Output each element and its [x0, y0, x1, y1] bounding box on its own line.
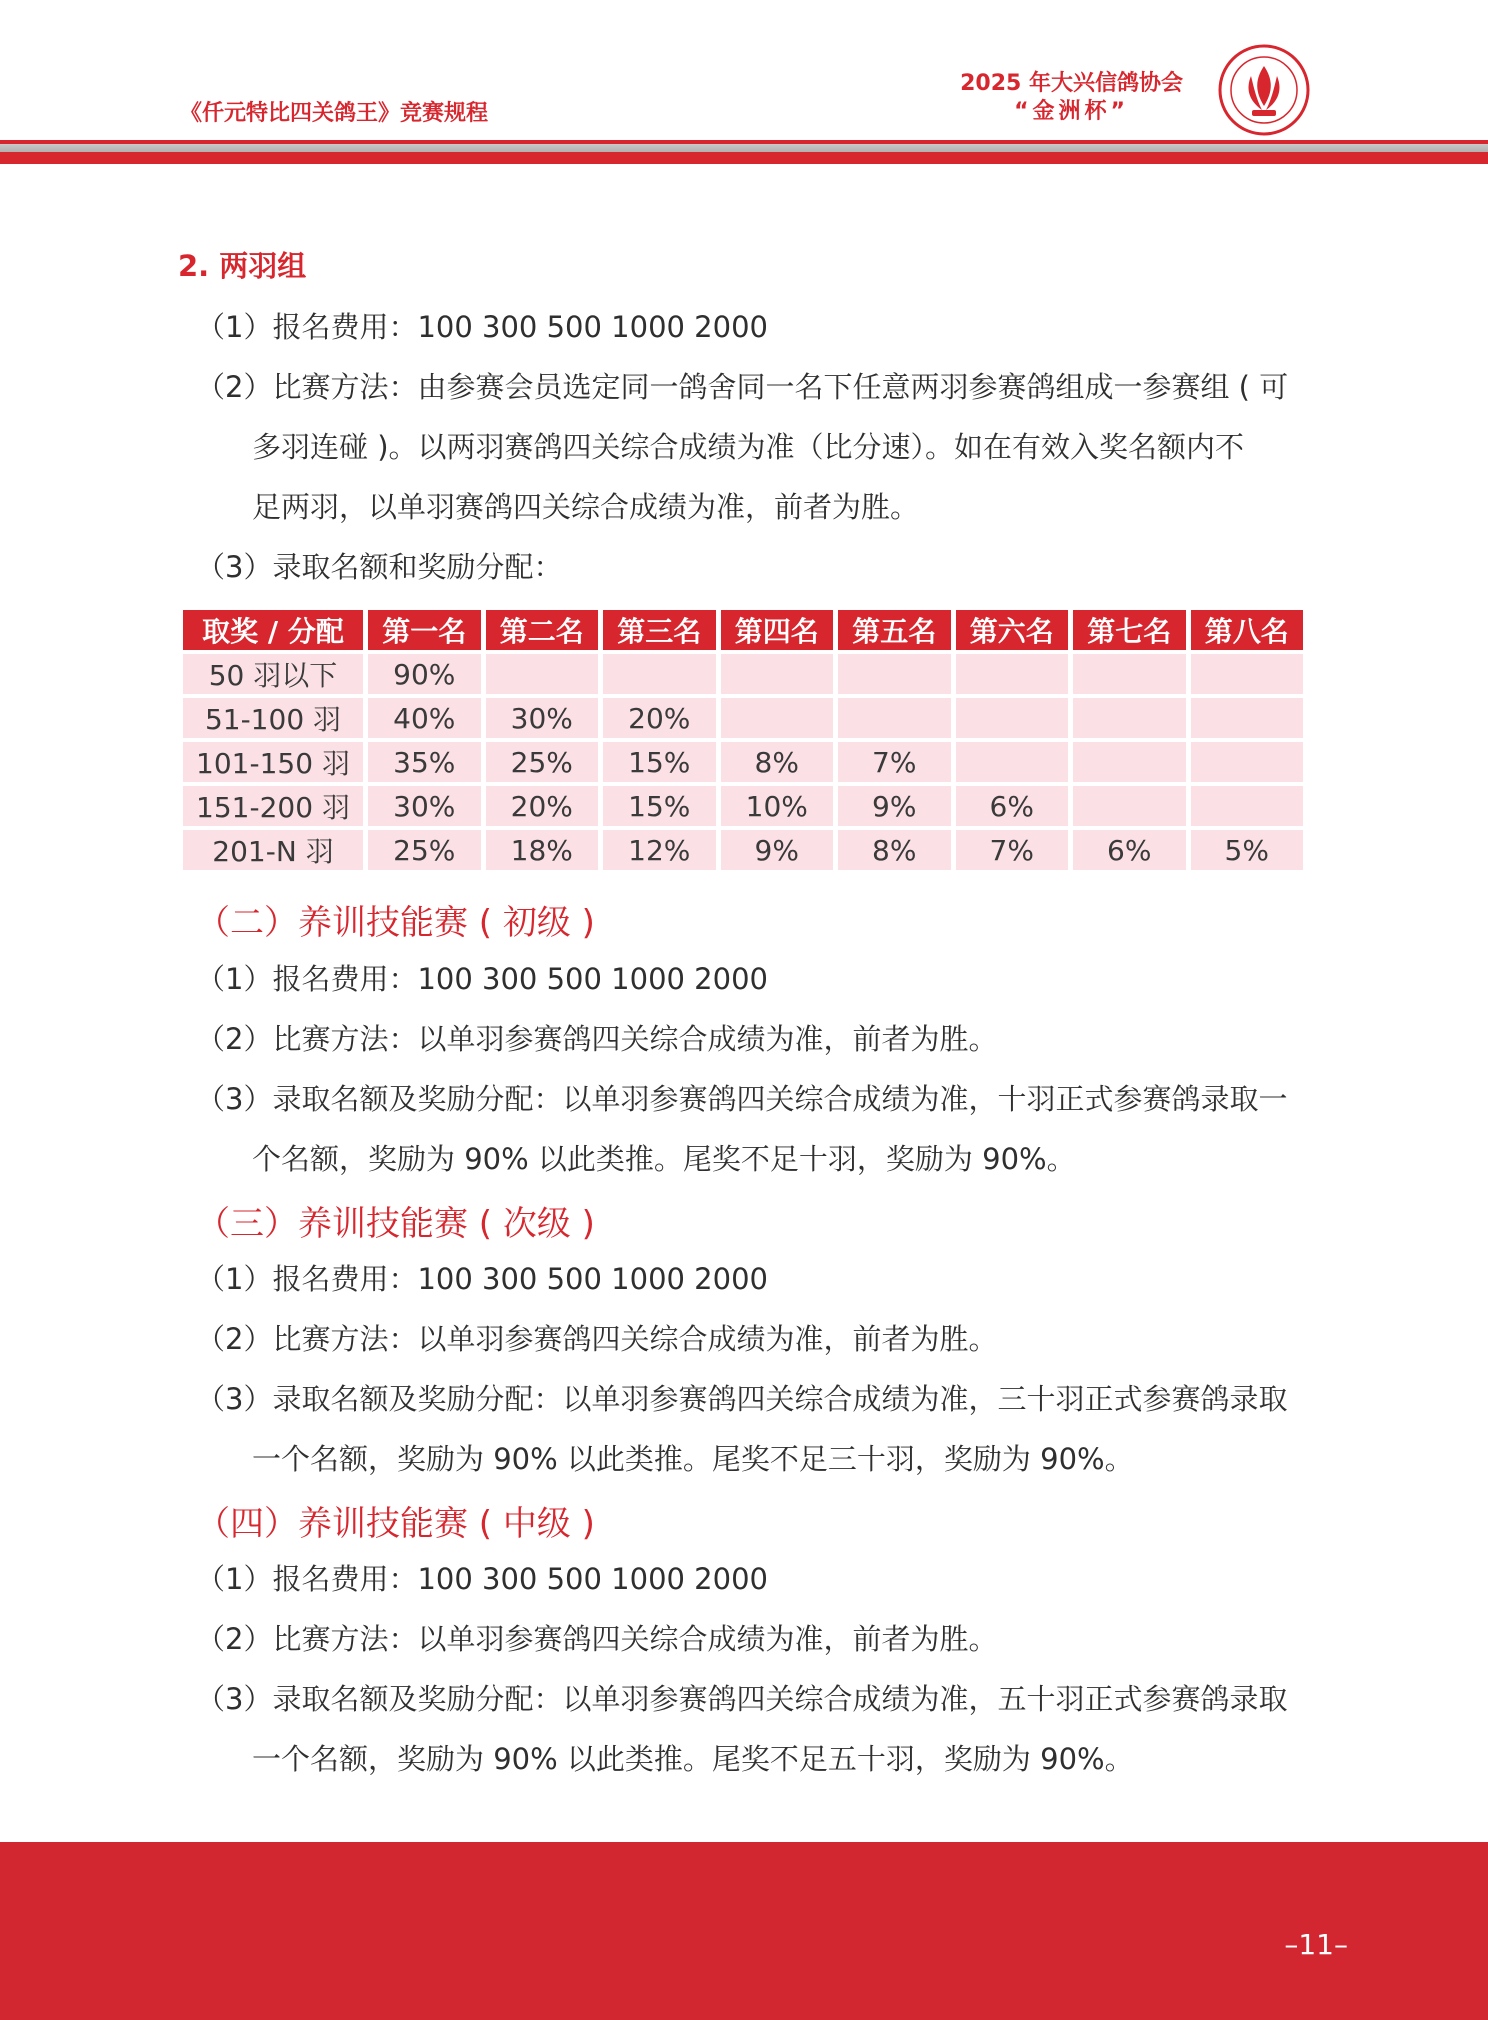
header-cell: 取奖 / 分配 — [183, 610, 363, 650]
table-cell: 30% — [486, 698, 599, 738]
table-cell — [956, 742, 1069, 782]
section3-method: （2）比赛方法：以单羽参赛鸽四关综合成绩为准，前者为胜。 — [196, 1322, 998, 1356]
table-cell: 201-N 羽 — [183, 830, 363, 870]
section3-heading: （三）养训技能赛 ( 次级 ) — [196, 1204, 595, 1244]
section4-award-line1: （3）录取名额及奖励分配：以单羽参赛鸽四关综合成绩为准，五十羽正式参赛鸽录取 — [196, 1682, 1288, 1716]
group2-method-line3: 足两羽，以单羽赛鸽四关综合成绩为准，前者为胜。 — [252, 490, 920, 524]
section4-heading: （四）养训技能赛 ( 中级 ) — [196, 1504, 595, 1544]
page-footer — [0, 1842, 1488, 2020]
table-row — [183, 786, 1303, 826]
table-cell: 7% — [956, 830, 1069, 870]
table-cell: 20% — [603, 698, 716, 738]
table-cell — [1191, 742, 1304, 782]
section4-award-line2: 一个名额，奖励为 90% 以此类推。尾奖不足五十羽，奖励为 90%。 — [252, 1742, 1134, 1776]
table-cell: 101-150 羽 — [183, 742, 363, 782]
table-cell — [1191, 698, 1304, 738]
table-cell: 30% — [368, 786, 481, 826]
table-cell: 8% — [721, 742, 834, 782]
table-cell — [721, 654, 834, 694]
table-cell — [1073, 698, 1186, 738]
header-cell: 第五名 — [838, 610, 951, 650]
table-cell: 8% — [838, 830, 951, 870]
table-cell — [956, 698, 1069, 738]
table-cell — [1073, 742, 1186, 782]
section2-fee: （1）报名费用：100 300 500 1000 2000 — [196, 962, 768, 996]
table-cell — [1191, 654, 1304, 694]
table-cell — [1191, 786, 1304, 826]
association-logo-icon — [1218, 44, 1310, 136]
table-cell — [838, 698, 951, 738]
table-cell: 9% — [721, 830, 834, 870]
page-header — [0, 0, 1488, 166]
association-name: 2025 年大兴信鸽协会 — [960, 71, 1183, 96]
table-cell: 10% — [721, 786, 834, 826]
table-cell: 9% — [838, 786, 951, 826]
section4-fee: （1）报名费用：100 300 500 1000 2000 — [196, 1562, 768, 1596]
cup-name: “金洲杯” — [1014, 99, 1130, 124]
table-cell — [838, 654, 951, 694]
association-title — [960, 70, 1183, 126]
table-cell: 15% — [603, 786, 716, 826]
table-cell: 6% — [1073, 830, 1186, 870]
table-cell — [956, 654, 1069, 694]
section3-fee: （1）报名费用：100 300 500 1000 2000 — [196, 1262, 768, 1296]
table-cell: 15% — [603, 742, 716, 782]
header-cell: 第三名 — [603, 610, 716, 650]
header-band — [0, 144, 1488, 164]
table-cell: 12% — [603, 830, 716, 870]
section2-method: （2）比赛方法：以单羽参赛鸽四关综合成绩为准，前者为胜。 — [196, 1022, 998, 1056]
table-cell: 6% — [956, 786, 1069, 826]
table-row — [183, 830, 1303, 870]
header-cell: 第八名 — [1191, 610, 1304, 650]
header-cell: 第六名 — [956, 610, 1069, 650]
section3-award-line2: 一个名额，奖励为 90% 以此类推。尾奖不足三十羽，奖励为 90%。 — [252, 1442, 1134, 1476]
header-cell: 第七名 — [1073, 610, 1186, 650]
table-row — [183, 698, 1303, 738]
group2-method-line1: （2）比赛方法：由参赛会员选定同一鸽舍同一名下任意两羽参赛鸽组成一参赛组 ( 可 — [196, 370, 1289, 404]
section2-award-line2: 个名额，奖励为 90% 以此类推。尾奖不足十羽，奖励为 90%。 — [252, 1142, 1076, 1176]
table-cell: 50 羽以下 — [183, 654, 363, 694]
table-cell: 51-100 羽 — [183, 698, 363, 738]
table-cell: 7% — [838, 742, 951, 782]
table-cell: 151-200 羽 — [183, 786, 363, 826]
table-cell: 20% — [486, 786, 599, 826]
table-cell: 35% — [368, 742, 481, 782]
header-cell: 第一名 — [368, 610, 481, 650]
section2-heading: （二）养训技能赛 ( 初级 ) — [196, 903, 595, 943]
table-cell: 5% — [1191, 830, 1304, 870]
group2-heading: 2. 两羽组 — [178, 249, 307, 283]
page-number: –11– — [1284, 1928, 1348, 1961]
table-cell — [721, 698, 834, 738]
header-cell: 第二名 — [486, 610, 599, 650]
table-cell: 40% — [368, 698, 481, 738]
header-cell: 第四名 — [721, 610, 834, 650]
section2-award-line1: （3）录取名额及奖励分配：以单羽参赛鸽四关综合成绩为准，十羽正式参赛鸽录取一 — [196, 1082, 1288, 1116]
prize-table-header-row — [183, 610, 1303, 650]
table-cell — [486, 654, 599, 694]
group2-award: （3）录取名额和奖励分配： — [196, 550, 563, 584]
document-title: 《仟元特比四关鸽王》竞赛规程 — [180, 101, 489, 126]
prize-table — [178, 606, 1308, 874]
table-cell: 90% — [368, 654, 481, 694]
table-cell: 25% — [486, 742, 599, 782]
section4-method: （2）比赛方法：以单羽参赛鸽四关综合成绩为准，前者为胜。 — [196, 1622, 998, 1656]
table-cell — [1073, 654, 1186, 694]
section3-award-line1: （3）录取名额及奖励分配：以单羽参赛鸽四关综合成绩为准，三十羽正式参赛鸽录取 — [196, 1382, 1288, 1416]
group2-fee: （1）报名费用：100 300 500 1000 2000 — [196, 310, 768, 344]
table-row — [183, 742, 1303, 782]
table-cell — [603, 654, 716, 694]
table-cell — [1073, 786, 1186, 826]
table-cell: 25% — [368, 830, 481, 870]
group2-method-line2: 多羽连碰 )。以两羽赛鸽四关综合成绩为准（比分速）。如在有效入奖名额内不 — [252, 430, 1245, 464]
table-cell: 18% — [486, 830, 599, 870]
table-row — [183, 654, 1303, 694]
